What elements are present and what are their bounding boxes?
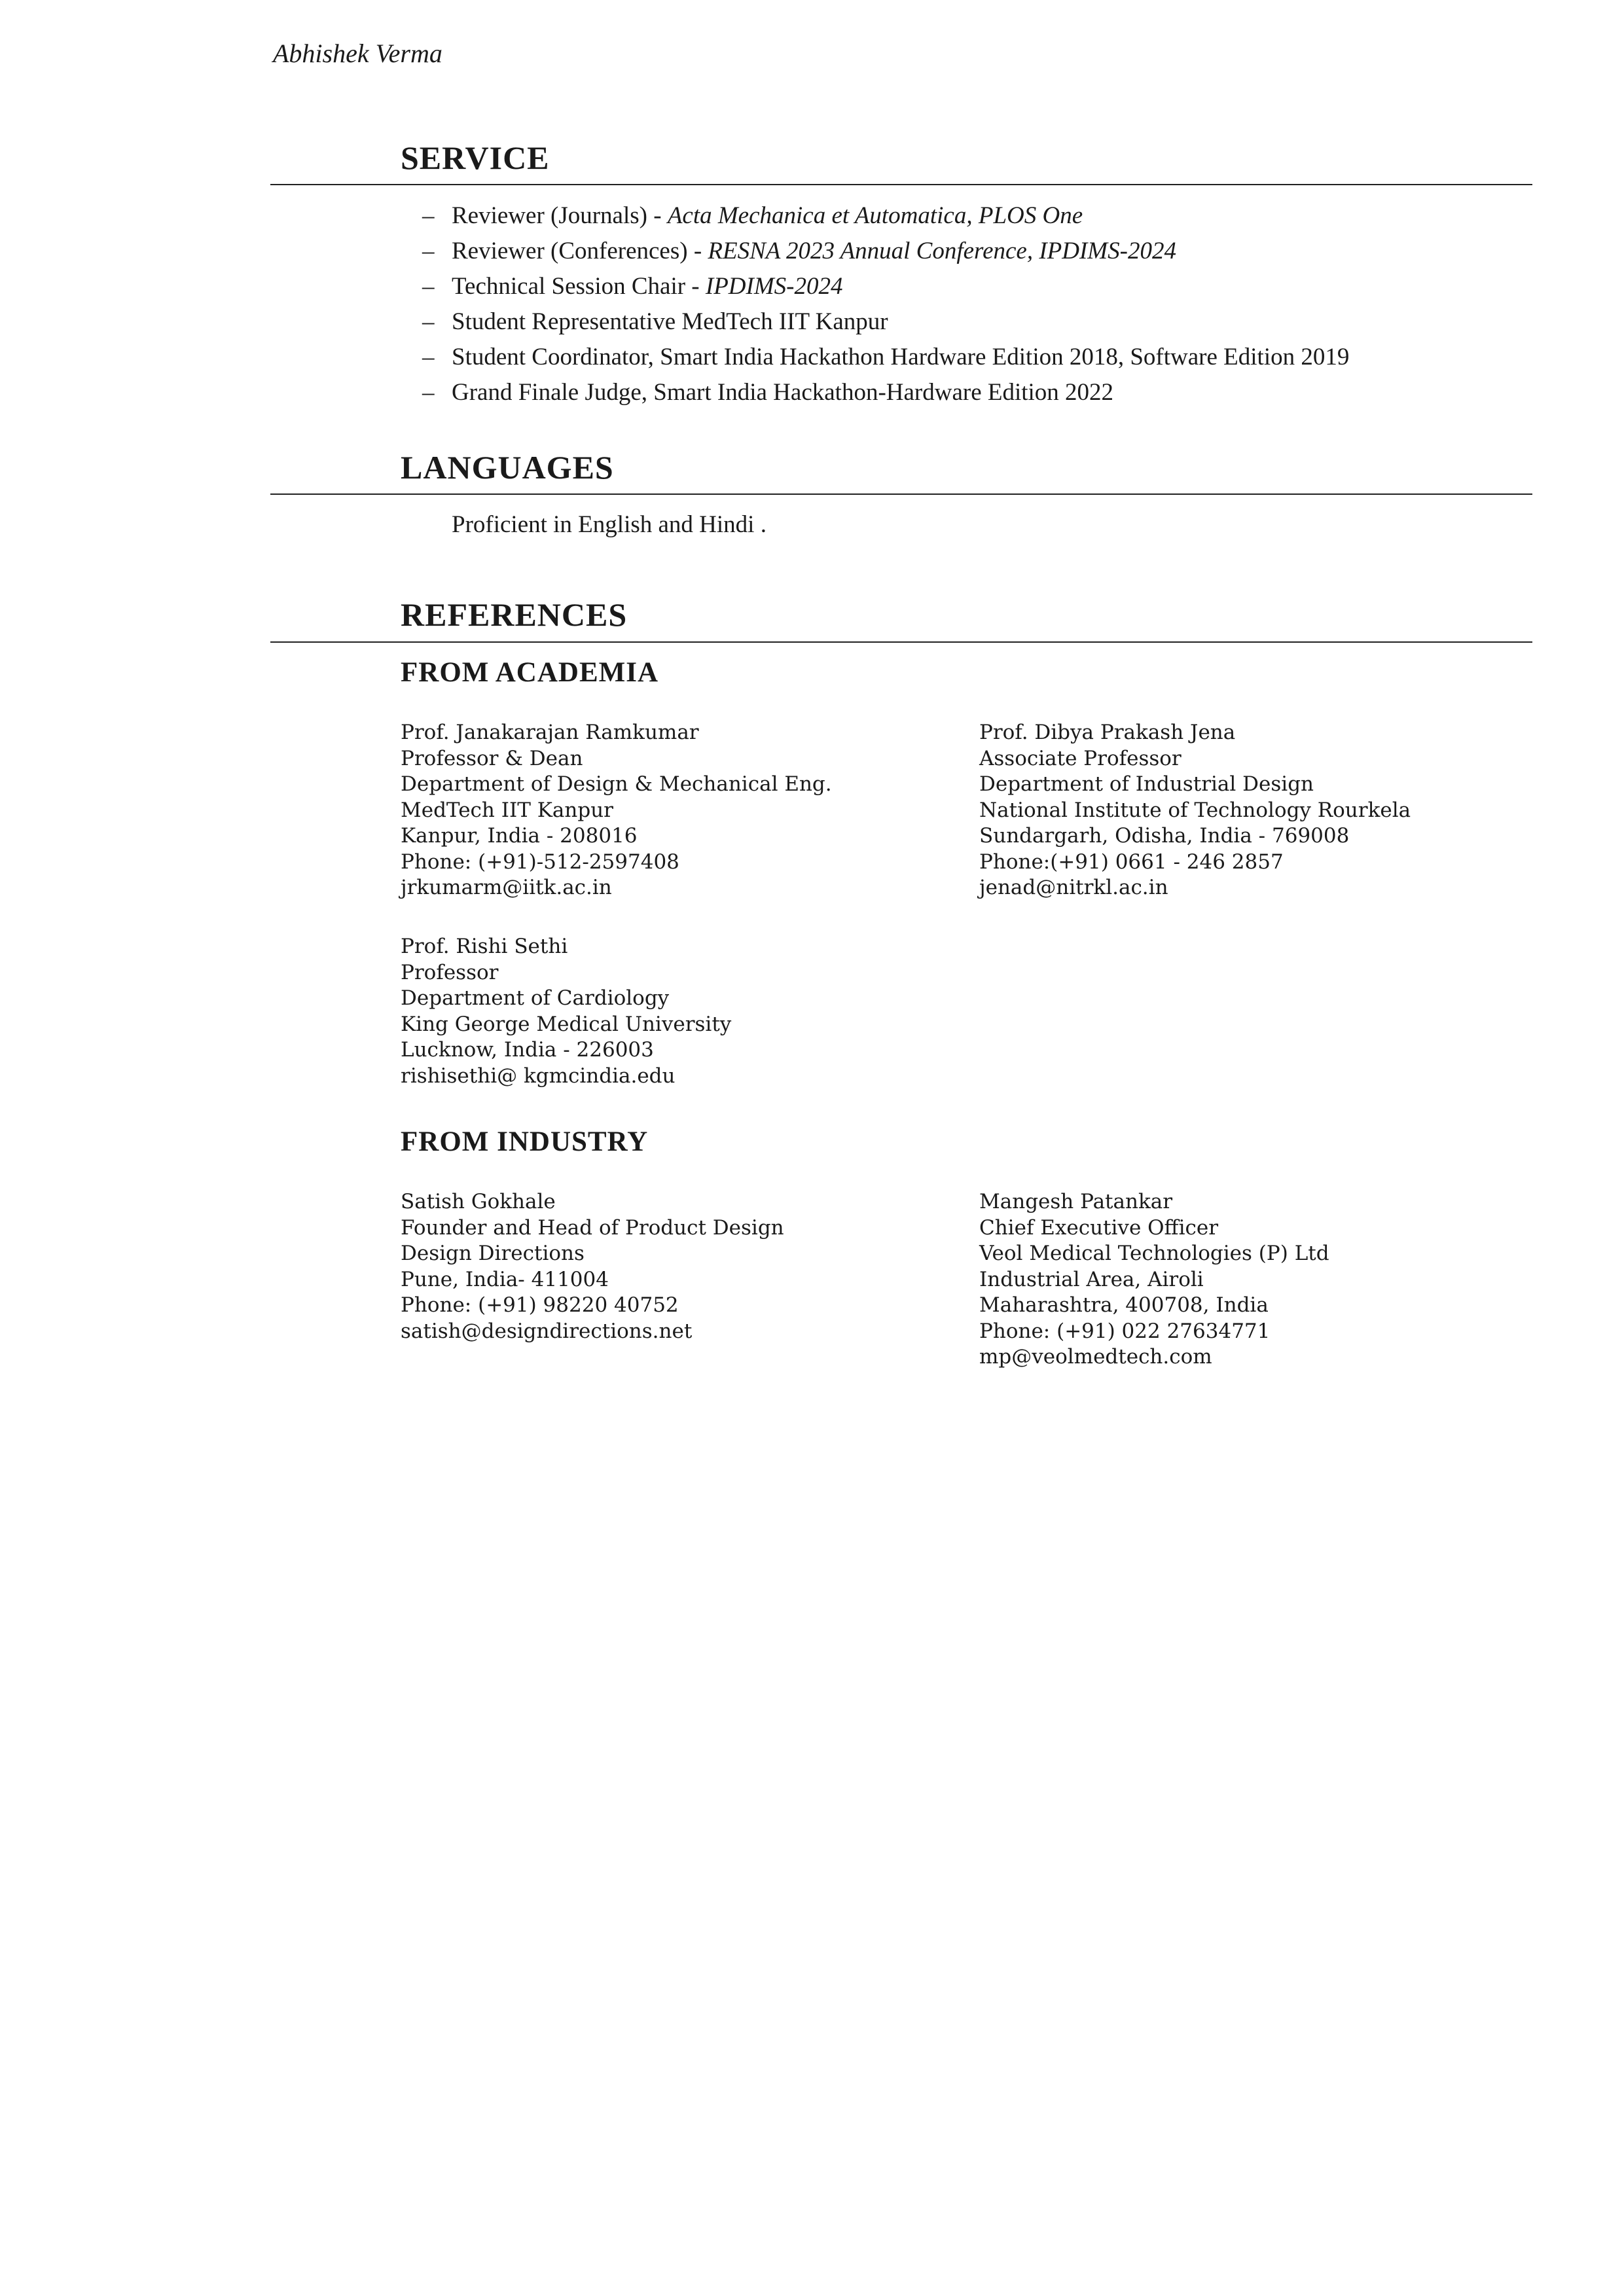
reference-card: Prof. Dibya Prakash Jena Associate Professor Department of Industrial Design National Institute of Technology Rourkela Sundargarh, Odisha, India - 769008 Phone:(+91) 0661 - 246 2857 jenad@nitrkl.ac.in xyxy=(979,721,1411,899)
service-item: – Reviewer (Conferences) - RESNA 2023 Annual Conference, IPDIMS-2024 xyxy=(422,238,1176,264)
service-item: – Reviewer (Journals) - Acta Mechanica et Automatica, PLOS One xyxy=(422,202,1083,229)
section-title-service: SERVICE xyxy=(401,139,550,176)
section-rule-service xyxy=(270,184,1532,185)
service-item: – Technical Session Chair - IPDIMS-2024 xyxy=(422,273,843,300)
service-item: – Student Representative MedTech IIT Kanpur xyxy=(422,308,888,335)
subhead-from-academia: FROM ACADEMIA xyxy=(401,657,659,688)
reference-card: Prof. Rishi Sethi Professor Department of Cardiology King George Medical University Lucknow, India - 226003 rishisethi@ kgmcindia.edu xyxy=(401,935,732,1088)
reference-card: Satish Gokhale Founder and Head of Product Design Design Directions Pune, India- 411004 Phone: (+91) 98220 40752 satish@designdirections.net xyxy=(401,1190,784,1343)
reference-card: Mangesh Patankar Chief Executive Officer Veol Medical Technologies (P) Ltd Industrial Area, Airoli Maharashtra, 400708, India Phone: (+91) 022 27634771 mp@veolmedtech.com xyxy=(979,1190,1329,1369)
header-author-name: Abhishek Verma xyxy=(273,39,442,68)
section-rule-languages xyxy=(270,493,1532,495)
service-item: – Grand Finale Judge, Smart India Hackathon-Hardware Edition 2022 xyxy=(422,379,1114,406)
service-item: – Student Coordinator, Smart India Hackathon Hardware Edition 2018, Software Edition 2019 xyxy=(422,344,1350,370)
languages-text: Proficient in English and Hindi . xyxy=(452,511,767,538)
section-title-languages: LANGUAGES xyxy=(401,449,614,486)
service-list xyxy=(422,198,1349,410)
subhead-from-industry: FROM INDUSTRY xyxy=(401,1126,649,1157)
reference-card: Prof. Janakarajan Ramkumar Professor & Dean Department of Design & Mechanical Eng. MedTech IIT Kanpur Kanpur, India - 208016 Phone: (+91)-512-2597408 jrkumarm@iitk.ac.in xyxy=(401,721,832,899)
section-rule-references xyxy=(270,641,1532,643)
section-title-references: REFERENCES xyxy=(401,596,628,633)
